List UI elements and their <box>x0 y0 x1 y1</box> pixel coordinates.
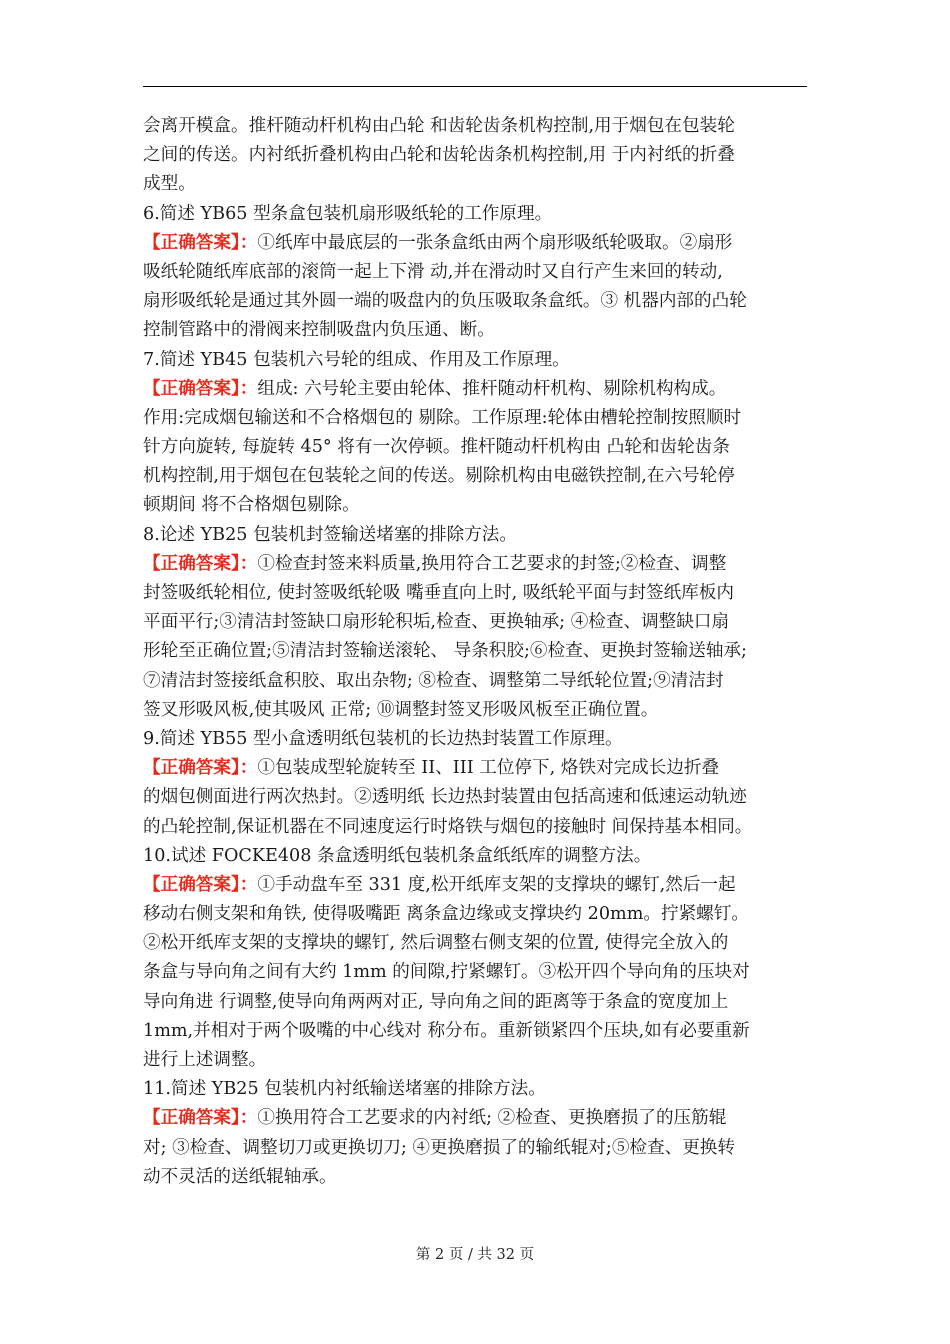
text-line: 控制管路中的滑阀来控制吸盘内负压通、断。 <box>143 320 495 341</box>
text-line: 形轮至正确位置;⑤清洁封签输送滚轮、 导条积胶;⑥检查、更换封签输送轴承; <box>143 641 747 662</box>
text-line: 封签吸纸轮相位, 使封签吸纸轮吸 嘴垂直向上时, 吸纸轮平面与封签纸库板内 <box>143 583 734 603</box>
answer-10-line: 【正确答案】：①手动盘车至 331 度,松开纸库支架的支撑块的螺钉,然后一起 <box>143 874 736 895</box>
question-10: 10.试述 FOCKE408 条盒透明纸包装机条盒纸纸库的调整方法。 <box>143 845 652 866</box>
text-line: 的烟包侧面进行两次热封。②透明纸 长边热封装置由包括高速和低速运动轨迹 <box>143 787 747 808</box>
answer-label: 【正确答案】： <box>143 232 258 253</box>
text-line: 成型。 <box>143 174 196 195</box>
text-line: 动不灵活的送纸辊轴承。 <box>143 1166 337 1187</box>
answer-9-line: 【正确答案】：①包装成型轮旋转至 II、III 工位停下, 烙铁对完成长边折叠 <box>143 758 720 779</box>
text-line: 的凸轮控制,保证机器在不同速度运行时烙铁与烟包的接触时 间保持基本相同。 <box>143 816 753 837</box>
text-line: 对; ③检查、调整切刀或更换切刀; ④更换磨损了的输纸辊对;⑤检查、更换转 <box>143 1137 735 1158</box>
text-line: 之间的传送。内衬纸折叠机构由凸轮和齿轮齿条机构控制,用 于内衬纸的折叠 <box>143 145 735 166</box>
answer-11-line: 【正确答案】：①换用符合工艺要求的内衬纸; ②检查、更换磨损了的压筋辊 <box>143 1108 727 1129</box>
question-11: 11.简述 YB25 包装机内衬纸输送堵塞的排除方法。 <box>143 1079 546 1100</box>
answer-6-line: 【正确答案】：①纸库中最底层的一张条盒纸由两个扇形吸纸轮吸取。②扇形 <box>143 232 733 253</box>
text-line: 扇形吸纸轮是通过其外圆一端的吸盘内的负压吸取条盒纸。③ 机器内部的凸轮 <box>143 291 747 312</box>
text-line: 1mm,并相对于两个吸嘴的中心线对 称分布。重新锁紧四个压块,如有必要重新 <box>143 1020 750 1041</box>
text-line: 移动右侧支架和角铁, 使得吸嘴距 离条盒边缘或支撑块约 20mm。拧紧螺钉。 <box>143 904 749 925</box>
question-6: 6.简述 YB65 型条盒包装机扇形吸纸轮的工作原理。 <box>143 203 553 224</box>
page-body <box>143 112 813 1192</box>
question-7: 7.简述 YB45 包装机六号轮的组成、作用及工作原理。 <box>143 349 570 370</box>
text-line: 作用:完成烟包输送和不合格烟包的 剔除。工作原理:轮体由槽轮控制按照顺时 <box>143 407 742 428</box>
text-line: ②松开纸库支架的支撑块的螺钉, 然后调整右侧支架的位置, 使得完全放入的 <box>143 933 729 954</box>
answer-label: 【正确答案】： <box>143 1108 258 1129</box>
text-line: 机构控制,用于烟包在包装轮之间的传送。剔除机构由电磁铁控制,在六号轮停 <box>143 466 735 487</box>
answer-label: 【正确答案】： <box>143 874 258 895</box>
question-9: 9.简述 YB55 型小盒透明纸包装机的长边热封装置工作原理。 <box>143 728 623 749</box>
text-line: 条盒与导向角之间有大约 1mm 的间隙,拧紧螺钉。③松开四个导向角的压块对 <box>143 962 750 983</box>
answer-8-line: 【正确答案】：①检查封签来料质量,换用符合工艺要求的封签;②检查、调整 <box>143 553 727 574</box>
text-line: 会离开模盒。推杆随动杆机构由凸轮 和齿轮齿条机构控制,用于烟包在包装轮 <box>143 116 735 136</box>
text-line: 进行上述调整。 <box>143 1050 267 1070</box>
header-rule <box>143 86 807 87</box>
answer-label: 【正确答案】： <box>143 553 258 574</box>
answer-label: 【正确答案】： <box>143 758 258 779</box>
answer-7-line: 【正确答案】：组成: 六号轮主要由轮体、推杆随动杆机构、剔除机构构成。 <box>143 378 727 399</box>
text-line: 导向角进 行调整,使导向角两两对正, 导向角之间的距离等于条盒的宽度加上 <box>143 991 729 1012</box>
question-8: 8.论述 YB25 包装机封签输送堵塞的排除方法。 <box>143 524 517 545</box>
text-line: ⑦清洁封签接纸盒积胶、取出杂物; ⑧检查、调整第二导纸轮位置;⑨清洁封 <box>143 670 724 691</box>
text-line: 签叉形吸风板,使其吸风 正常; ⑩调整封签叉形吸风板至正确位置。 <box>143 699 659 720</box>
text-line: 平面平行;③清洁封签缺口扇形轮积垢,检查、更换轴承; ④检查、调整缺口扇 <box>143 612 730 633</box>
text-line: 吸纸轮随纸库底部的滚筒一起上下滑 动,并在滑动时又自行产生来回的转动, <box>143 261 723 282</box>
text-line: 顿期间 将不合格烟包剔除。 <box>143 495 360 516</box>
text-line: 针方向旋转, 每旋转 45° 将有一次停顿。推杆随动杆机构由 凸轮和齿轮齿条 <box>143 437 730 458</box>
page-footer: 第 2 页 / 共 32 页 <box>415 1247 535 1263</box>
answer-label: 【正确答案】： <box>143 378 258 399</box>
